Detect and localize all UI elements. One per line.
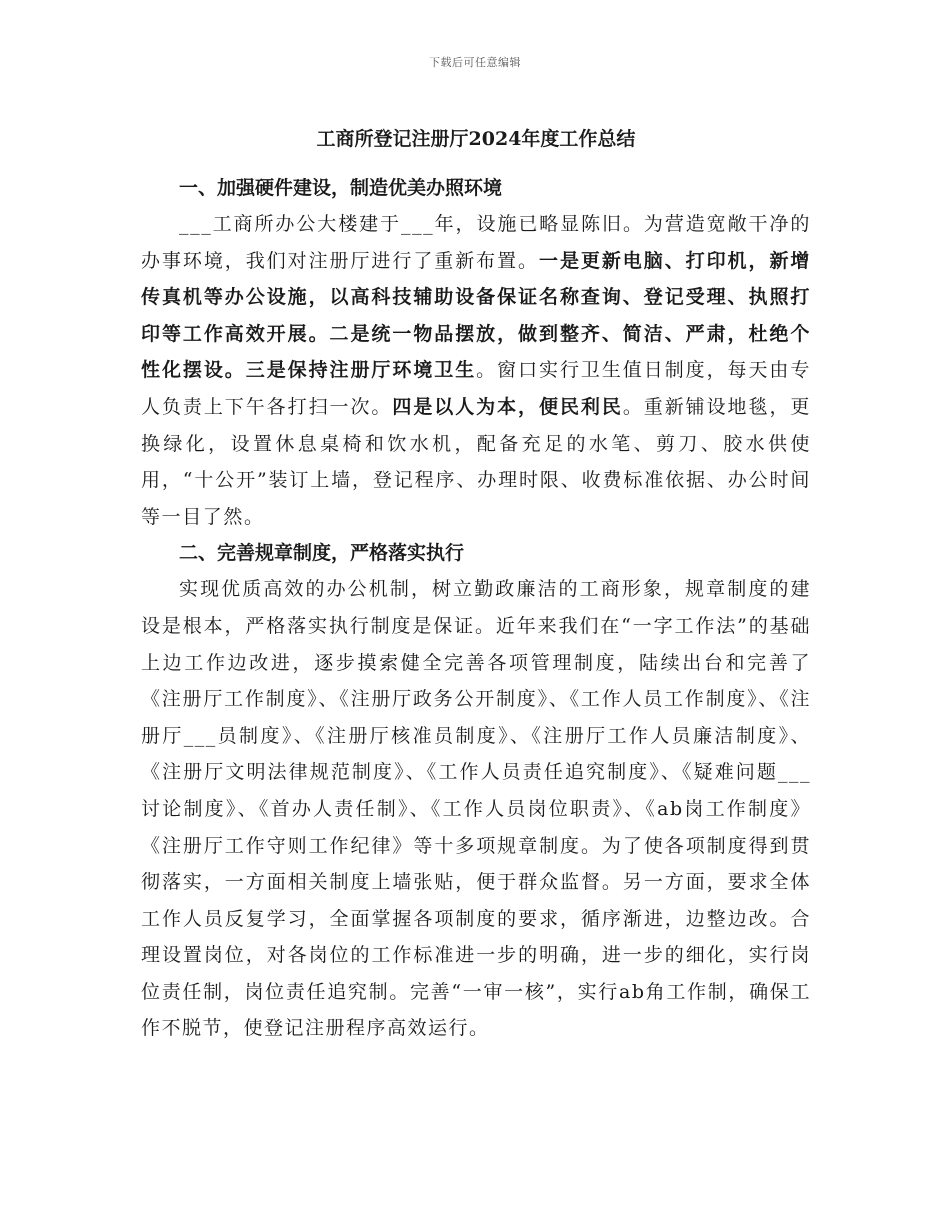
emphasis-text: 一是更新电脑、打印机，新增传真机等办公设施，以高科技辅助设备保证名称查询、登记受理、执照打印等工作高效开展。 bbox=[141, 249, 811, 345]
page-header-note: 下载后可任意编辑 bbox=[429, 56, 521, 69]
emphasis-text: 四是以人为本，便民利民 bbox=[392, 395, 623, 418]
section-1-paragraph bbox=[141, 206, 811, 535]
section-heading-2: 二、完善规章制度，严格落实执行 bbox=[179, 542, 465, 565]
emphasis-text: 二是统一物品摆放，做到整齐、简洁、严肃，杜绝个性化摆设。 bbox=[141, 322, 811, 382]
paragraph-text: 。重新铺设地毯，更换绿化，设置休息桌椅和饮水机，配备充足的水笔、剪刀、胶水供使用，“十公开”装订上墙，登记程序、办理时限、收费标准依据、办公时间等一目了然。 bbox=[141, 395, 811, 528]
emphasis-text: 三是保持注册厅环境卫生 bbox=[245, 359, 477, 382]
document-title: 工商所登记注册厅2024年度工作总结 bbox=[316, 128, 636, 150]
paragraph-text: 。窗口实行卫生值日制度，每天由专人负责上下午各打扫一次。 bbox=[141, 359, 811, 418]
paragraph-text: ___工商所办公大楼建于___年，设施已略显陈旧。为营造宽敞干净的办事环境，我们对注册厅进行了重新布置。 bbox=[141, 213, 811, 272]
section-2-paragraph: 实现优质高效的办公机制，树立勤政廉洁的工商形象，规章制度的建设是根本，严格落实执行制度是保证。近年来我们在“一字工作法”的基础上边工作边改进，逐步摸索健全完善各项管理制度，陆续出台和完善了《注册厅工作制度》、《注册厅政务公开制度》、《工作人员工作制度》、《注册厅___员制度》、《注册厅核准员制度》、《注册厅工作人员廉洁制度》、《注册厅文明法律规范制度》、《工作人员责任追究制度》、《疑难问题___讨论制度》、《首办人责任制》、《工作人员岗位职责》、《ab岗工作制度》《注册厅工作守则工作纪律》等十多项规章制度。为了使各项制度得到贯彻落实，一方面相关制度上墙张贴，便于群众监督。另一方面，要求全体工作人员反复学习，全面掌握各项制度的要求，循序渐进，边整边改。合理设置岗位，对各岗位的工作标准进一步的明确，进一步的细化，实行岗位责任制，岗位责任追究制。完善“一审一核”，实行ab角工作制，确保工作不脱节，使登记注册程序高效运行。 bbox=[141, 578, 811, 1040]
document-body bbox=[141, 122, 811, 1047]
section-heading-1: 一、加强硬件建设，制造优美办照环境 bbox=[179, 177, 503, 199]
